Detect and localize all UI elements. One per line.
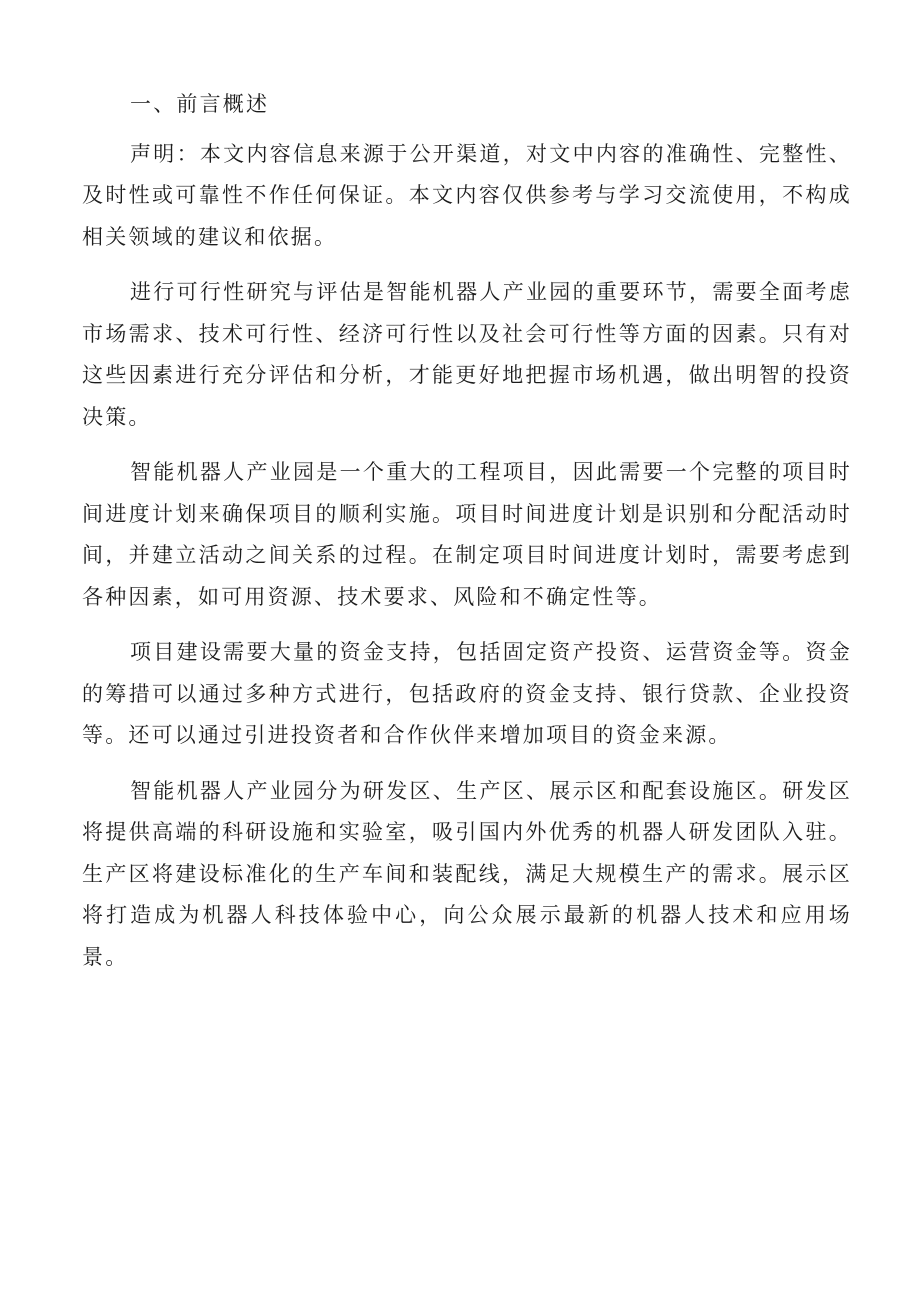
paragraph-disclaimer: 声明：本文内容信息来源于公开渠道，对文中内容的准确性、完整性、及时性或可靠性不作任何保证。本文内容仅供参考与学习交流使用，不构成相关领域的建议和依据。 xyxy=(82,141,852,249)
paragraph-funding: 项目建设需要大量的资金支持，包括固定资产投资、运营资金等。资金的筹措可以通过多种方式进行，包括政府的资金支持、银行贷款、企业投资等。还可以通过引进投资者和合作伙伴来增加项目的资金来源。 xyxy=(82,640,852,747)
document-body xyxy=(82,84,852,992)
paragraph-schedule: 智能机器人产业园是一个重大的工程项目，因此需要一个完整的项目时间进度计划来确保项目的顺利实施。项目时间进度计划是识别和分配活动时间，并建立活动之间关系的过程。在制定项目时间进度计划时，需要考虑到各种因素，如可用资源、技术要求、风险和不确定性等。 xyxy=(82,460,852,609)
paragraph-zones: 智能机器人产业园分为研发区、生产区、展示区和配套设施区。研发区将提供高端的科研设施和实验室，吸引国内外优秀的机器人研发团队入驻。生产区将建设标准化的生产车间和装配线，满足大规模生产的需求。展示区将打造成为机器人科技体验中心，向公众展示最新的机器人技术和应用场景。 xyxy=(82,778,852,969)
section-heading: 一、前言概述 xyxy=(130,92,270,116)
paragraph-feasibility: 进行可行性研究与评估是智能机器人产业园的重要环节，需要全面考虑市场需求、技术可行性、经济可行性以及社会可行性等方面的因素。只有对这些因素进行充分评估和分析，才能更好地把握市场机遇，做出明智的投资决策。 xyxy=(82,280,852,429)
